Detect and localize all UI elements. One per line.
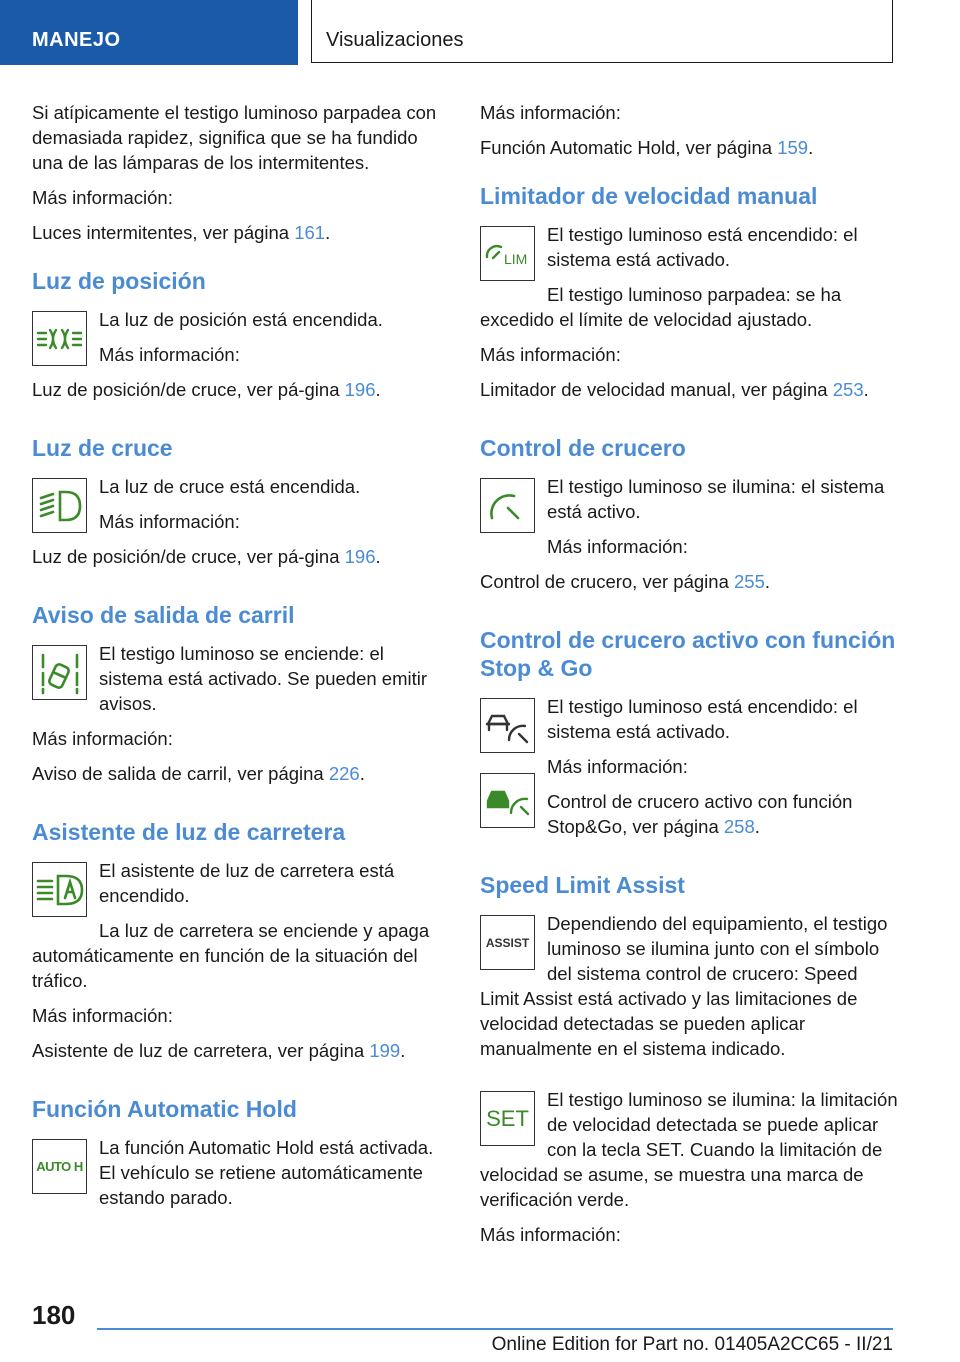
section-heading: Aviso de salida de carril <box>32 602 295 628</box>
page-number: 180 <box>32 1300 76 1330</box>
section-title: MANEJO <box>32 29 121 51</box>
page-link[interactable]: 161 <box>294 222 326 243</box>
right-column <box>480 100 898 1257</box>
svg-text:LIM: LIM <box>503 250 527 267</box>
page-link[interactable]: 199 <box>369 1040 401 1061</box>
active-cruise-vehicle-icon <box>480 773 535 828</box>
page-link[interactable]: 255 <box>734 571 765 592</box>
set-icon: SET <box>480 1091 535 1146</box>
auto-hold-icon: AUTO H <box>32 1139 87 1194</box>
page-reference: Luces intermitentes, ver página 161. <box>32 222 331 243</box>
low-beam-icon <box>32 478 87 533</box>
more-info-label: Más información: <box>480 102 621 123</box>
page-reference: Función Automatic Hold, ver página 159. <box>480 137 814 158</box>
section-heading: Limitador de velocidad manual <box>480 183 818 209</box>
more-info-label: Más información: <box>32 187 173 208</box>
page-reference: Limitador de velocidad manual, ver página 253. <box>480 379 869 400</box>
set-entry: SET El testigo luminoso se ilumina: la limitación de velocidad detectada se puede aplicar con la tecla SET. Cuando la limitación de velocidad se asume, se muestra una marca de verificación verde. Más información: <box>480 1089 898 1245</box>
lane-departure-entry: El testigo luminoso se enciende: el sistema está activado. Se pueden emitir avisos. Más información: Aviso de salida de carril, ver página 226. <box>32 641 450 796</box>
page-reference: Control de crucero, ver página 255. <box>480 571 771 592</box>
section-heading: Asistente de luz de carretera <box>32 819 346 845</box>
high-beam-assist-icon <box>32 862 87 917</box>
position-light-entry: La luz de posición está encendida. Más información: Luz de posición/de cruce, ver pá-gina 196. <box>32 307 450 412</box>
page-link[interactable]: 196 <box>344 546 376 567</box>
position-light-icon <box>32 311 87 366</box>
section-heading: Función Automatic Hold <box>32 1096 297 1122</box>
speed-limiter-icon <box>480 226 535 281</box>
footer-divider <box>97 1328 893 1330</box>
left-column <box>32 100 450 1220</box>
section-heading: Control de crucero activo con función Stop & Go <box>480 627 896 681</box>
cruise-control-entry: El testigo luminoso se ilumina: el sistema está activo. Más información: Control de crucero, ver página 255. <box>480 474 898 604</box>
page-reference: Control de crucero activo con función Stop&Go, ver página 258. <box>547 791 853 837</box>
cruise-control-icon <box>480 478 535 533</box>
section-heading: Luz de cruce <box>32 435 173 461</box>
active-cruise-entry: El testigo luminoso está encendido: el sistema está activado. Más información: Control de crucero activo con función Stop&Go, ver página 258. <box>480 694 898 849</box>
auto-hold-entry: AUTO H La función Automatic Hold está activada. El vehículo se retiene automáticamente estando parado. <box>32 1135 450 1220</box>
lane-departure-icon <box>32 645 87 700</box>
page-reference: Luz de posición/de cruce, ver pá-gina 196. <box>32 379 381 400</box>
section-tab <box>0 0 298 65</box>
page-reference: Aviso de salida de carril, ver página 226. <box>32 763 365 784</box>
page-link[interactable]: 159 <box>777 137 809 158</box>
page-link[interactable]: 226 <box>328 763 360 784</box>
speed-limiter-entry: LIM El testigo luminoso está encendido: el sistema está activado. El testigo luminoso parpadea: se ha excedido el límite de velocidad ajustado. Más información: Limitador de velocidad manual, ver página 253. <box>480 222 898 412</box>
page-link[interactable]: 253 <box>832 379 864 400</box>
section-heading: Speed Limit Assist <box>480 872 685 898</box>
speed-limit-assist-icon: ASSIST <box>480 915 535 970</box>
speed-limit-assist-entry: ASSIST Dependiendo del equipamiento, el testigo luminoso se ilumina junto con el símbolo del sistema control de crucero: Speed Limit Assist está activado y las limitaciones de velocidad detectadas se pueden aplicar manualmente en el sistema indicado. <box>480 913 888 1059</box>
page-reference: Asistente de luz de carretera, ver página 199. <box>32 1040 406 1061</box>
section-heading: Control de crucero <box>480 435 686 461</box>
section-heading: Luz de posición <box>32 268 206 294</box>
low-beam-entry: La luz de cruce está encendida. Más información: Luz de posición/de cruce, ver pá-gina 196. <box>32 474 450 579</box>
page-link[interactable]: 258 <box>723 816 755 837</box>
intro-paragraph: Si atípicamente el testigo luminoso parpadea con demasiada rapidez, significa que se ha fundido una de las lámparas de los intermitentes. <box>32 102 437 173</box>
page-link[interactable]: 196 <box>344 379 376 400</box>
chapter-tab <box>311 0 893 63</box>
page-reference: Luz de posición/de cruce, ver pá-gina 196. <box>32 546 381 567</box>
active-cruise-icon <box>480 698 535 753</box>
high-beam-assist-entry: El asistente de luz de carretera está encendido. La luz de carretera se enciende y apaga automáticamente en función de la situación del tráfico. Más información: Asistente de luz de carretera, ver página 199. <box>32 858 450 1073</box>
edition-footer: Online Edition for Part no. 01405A2CC65 - II/21 <box>491 1334 893 1355</box>
chapter-title: Visualizaciones <box>326 29 464 51</box>
